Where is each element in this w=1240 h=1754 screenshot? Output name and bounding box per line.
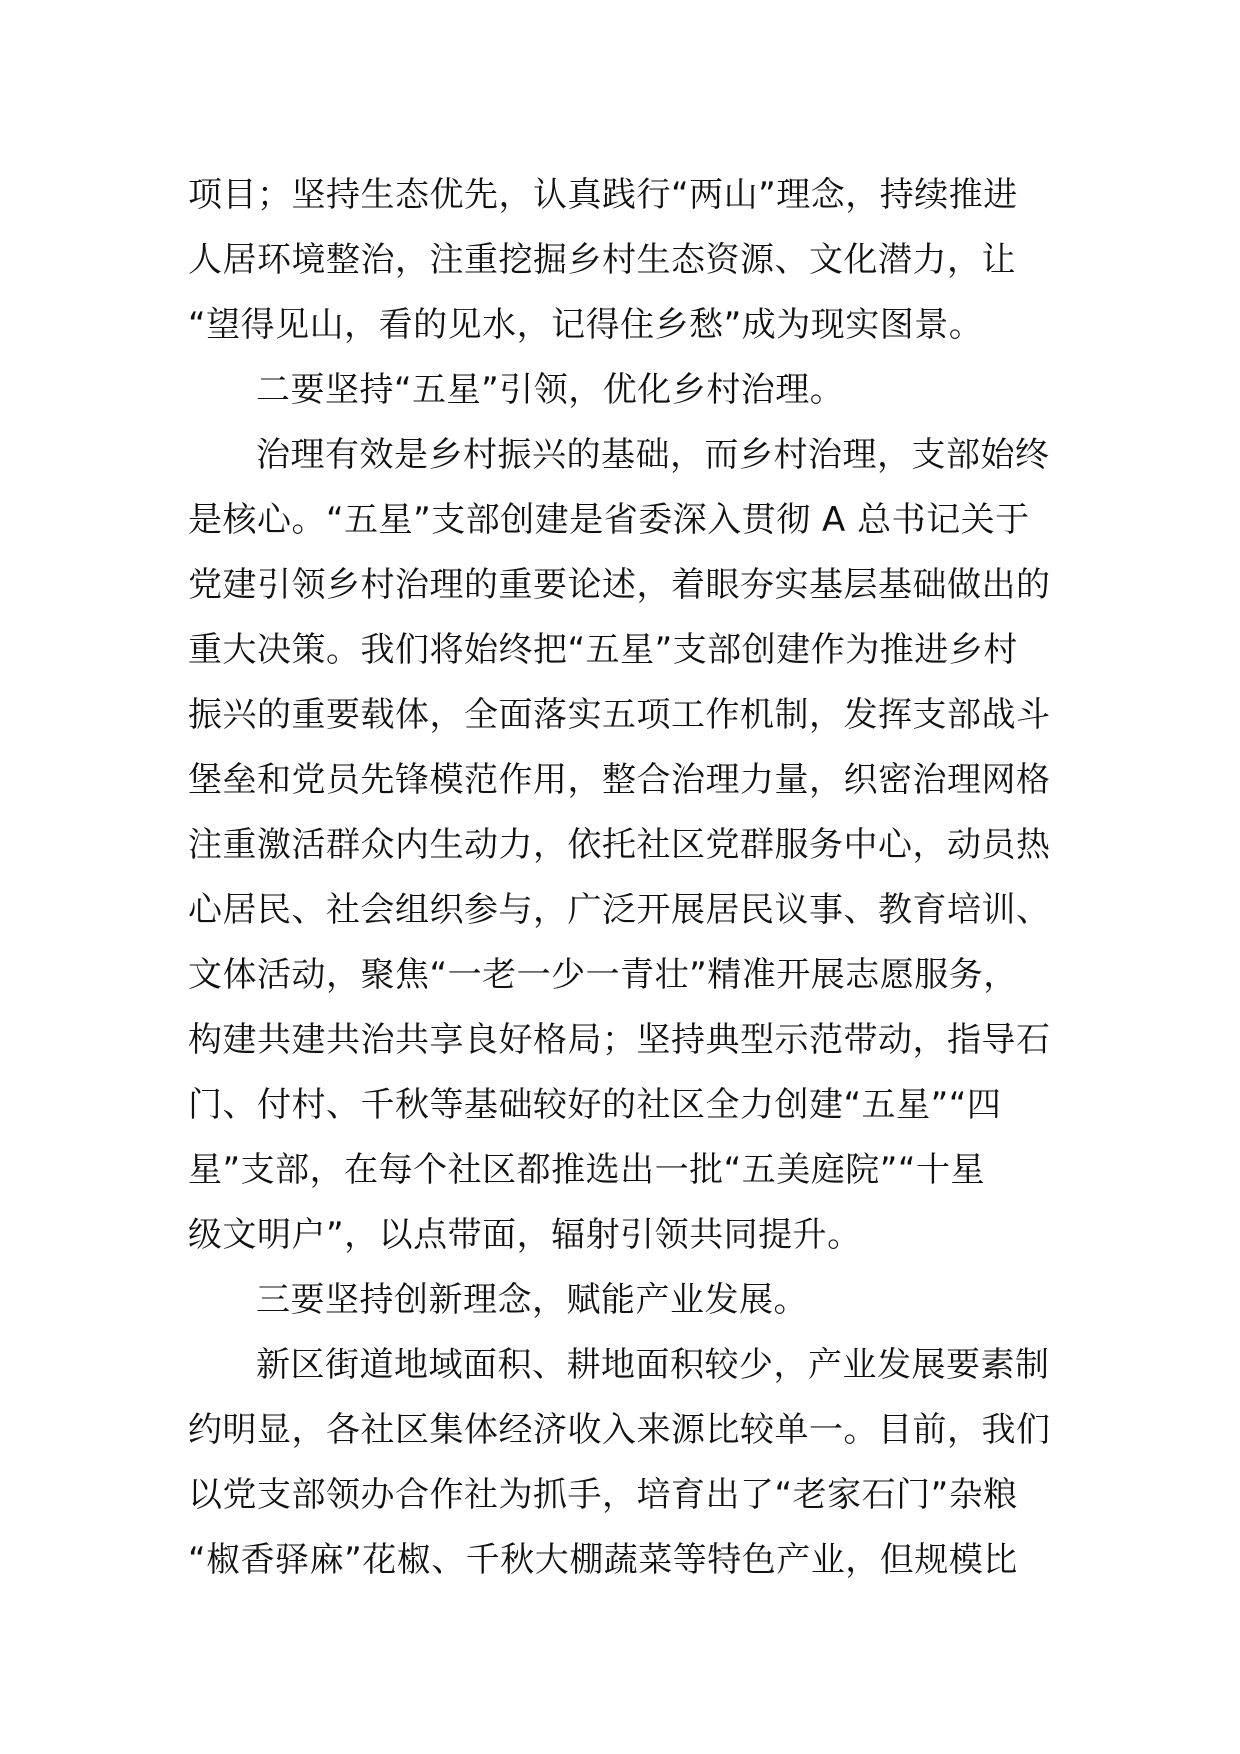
text-line: 构建共建共治共享良好格局；坚持典型示范带动，指导石 [188, 1020, 1051, 1060]
text-line: 是核心。“五星”支部创建是省委深入贯彻 A 总书记关于 [188, 500, 1030, 540]
section-heading: 三要坚持创新理念，赋能产业发展。 [256, 1280, 808, 1320]
text-line: 振兴的重要载体，全面落实五项工作机制，发挥支部战斗 [188, 695, 1051, 735]
text-line: 门、付村、千秋等基础较好的社区全力创建“五星”“四 [188, 1085, 1002, 1125]
text-line: 以党支部领办合作社为抓手，培育出了“老家石门”杂粮 [188, 1475, 1018, 1515]
text-line: 星”支部，在每个社区都推选出一批“五美庭院”“十星 [188, 1150, 985, 1190]
text-line: 堡垒和党员先锋模范作用，整合治理力量，织密治理网格 [188, 760, 1051, 800]
text-line: 项目；坚持生态优先，认真践行“两山”理念，持续推进 [188, 175, 1018, 215]
text-line: 新区街道地域面积、耕地面积较少，产业发展要素制 [256, 1345, 1050, 1385]
text-line: 注重激活群众内生动力，依托社区党群服务中心，动员热 [188, 825, 1051, 865]
text-line: 心居民、社会组织参与，广泛开展居民议事、教育培训、 [188, 890, 1051, 930]
text-line: 重大决策。我们将始终把“五星”支部创建作为推进乡村 [188, 630, 1018, 670]
text-line: 约明显，各社区集体经济收入来源比较单一。目前，我们 [188, 1410, 1051, 1450]
body-text [188, 163, 1058, 1593]
text-line: “望得见山，看的见水，记得住乡愁”成为现实图景。 [188, 305, 984, 345]
text-line: 党建引领乡村治理的重要论述，着眼夯实基层基础做出的 [188, 565, 1051, 605]
text-line: 治理有效是乡村振兴的基础，而乡村治理，支部始终 [256, 435, 1050, 475]
text-line: “椒香驿麻”花椒、千秋大棚蔬菜等特色产业，但规模比 [188, 1540, 1018, 1580]
text-line: 级文明户”，以点带面，辐射引领共同提升。 [188, 1215, 862, 1255]
section-heading: 二要坚持“五星”引领，优化乡村治理。 [256, 370, 845, 410]
text-line: 人居环境整治，注重挖掘乡村生态资源、文化潜力，让 [188, 240, 1016, 280]
text-line: 文体活动，聚焦“一老一少一青壮”精准开展志愿服务， [188, 955, 1018, 995]
